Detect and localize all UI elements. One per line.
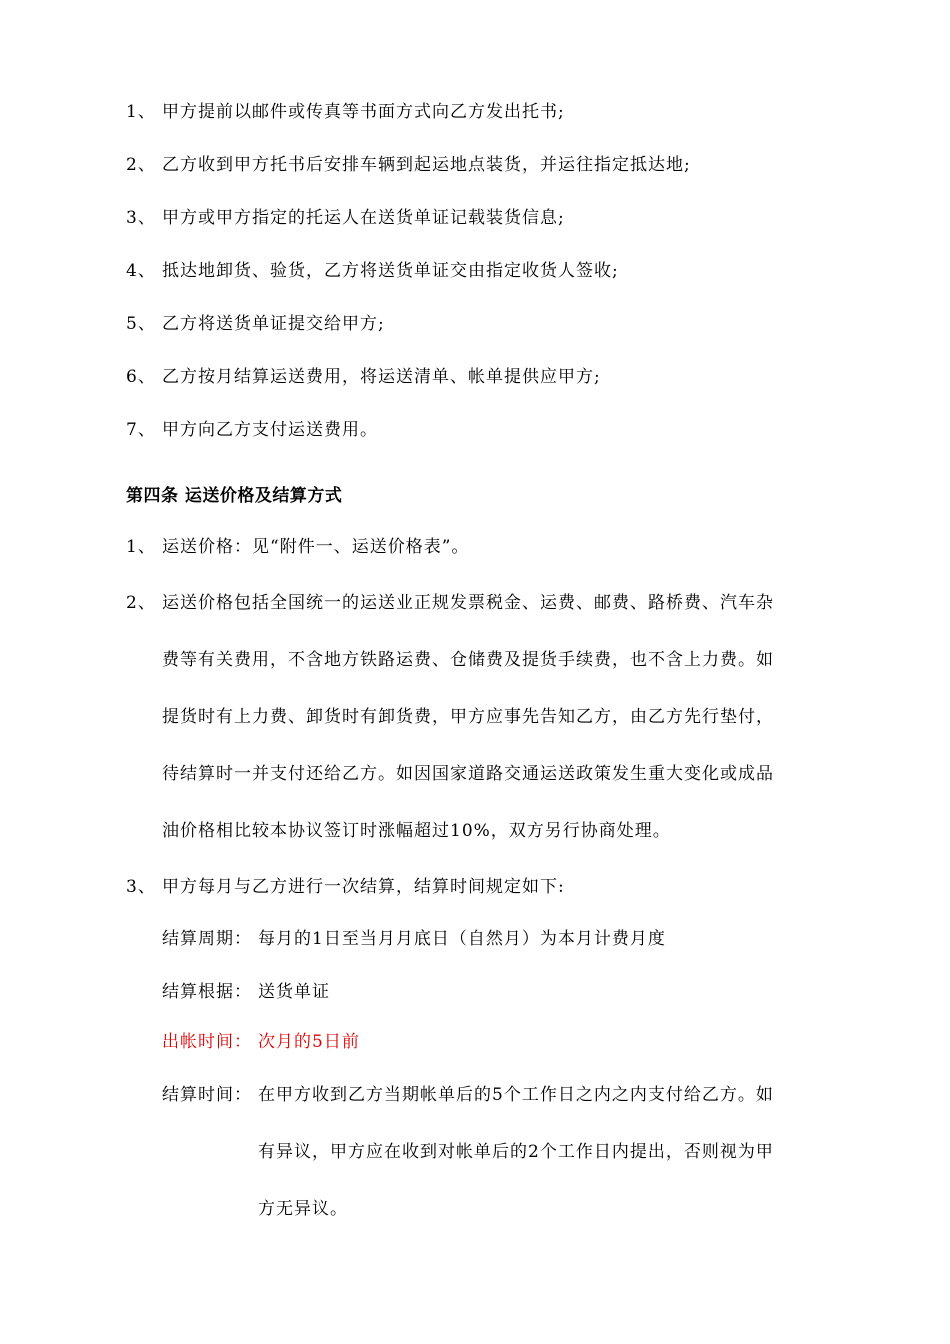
settlement-time-line-2: 有异议，甲方应在收到对帐单后的2个工作日内提出，否则视为甲 — [258, 1142, 774, 1162]
article4-item-2-line-1 — [126, 591, 774, 615]
billing-time — [162, 1030, 360, 1054]
settlement-time-value: 在甲方收到乙方当期帐单后的5个工作日之内之内支付给乙方。如 — [258, 1085, 774, 1105]
item-text: 运送价格：见“附件一、运送价格表”。 — [162, 537, 470, 557]
step-7 — [126, 418, 378, 442]
step-text: 乙方将送货单证提交给甲方; — [162, 314, 385, 334]
step-number: 5、 — [126, 314, 156, 334]
step-text: 乙方按月结算运送费用，将运送清单、帐单提供应甲方; — [162, 367, 601, 387]
article4-item-1 — [126, 535, 469, 559]
settlement-basis — [162, 980, 330, 1004]
step-number: 4、 — [126, 261, 156, 281]
item-number: 3、 — [126, 877, 156, 897]
step-number: 7、 — [126, 420, 156, 440]
settlement-basis-value: 送货单证 — [258, 982, 330, 1002]
step-text: 甲方提前以邮件或传真等书面方式向乙方发出托书; — [162, 102, 565, 122]
billing-time-label: 出帐时间： — [162, 1032, 252, 1052]
settlement-period-label: 结算周期： — [162, 929, 252, 949]
step-2 — [126, 153, 691, 177]
item-number: 1、 — [126, 537, 156, 557]
article4-item-2-line-5: 油价格相比较本协议签订时涨幅超过10%，双方另行协商处理。 — [162, 821, 671, 841]
step-1 — [126, 100, 565, 124]
item-number: 2、 — [126, 593, 156, 613]
step-text: 乙方收到甲方托书后安排车辆到起运地点装货，并运往指定抵达地; — [162, 155, 691, 175]
settlement-time-line-3: 方无异议。 — [258, 1199, 348, 1219]
step-number: 2、 — [126, 155, 156, 175]
settlement-period — [162, 927, 666, 951]
article4-item-2-line-3: 提货时有上力费、卸货时有卸货费，甲方应事先告知乙方，由乙方先行垫付， — [162, 707, 774, 727]
settlement-basis-label: 结算根据： — [162, 982, 252, 1002]
step-6 — [126, 365, 601, 389]
settlement-time-label: 结算时间： — [162, 1085, 252, 1105]
item-text: 运送价格包括全国统一的运送业正规发票税金、运费、邮费、路桥费、汽车杂 — [162, 593, 774, 613]
step-4 — [126, 259, 619, 283]
step-number: 6、 — [126, 367, 156, 387]
step-text: 抵达地卸货、验货，乙方将送货单证交由指定收货人签收; — [162, 261, 619, 281]
article4-item-2-line-4: 待结算时一并支付还给乙方。如因国家道路交通运送政策发生重大变化或成品 — [162, 764, 774, 784]
step-3 — [126, 206, 565, 230]
settlement-period-value: 每月的1日至当月月底日（自然月）为本月计费月度 — [258, 929, 666, 949]
item-text: 甲方每月与乙方进行一次结算，结算时间规定如下: — [162, 877, 565, 897]
article4-item-2-line-2: 费等有关费用，不含地方铁路运费、仓储费及提货手续费，也不含上力费。如 — [162, 650, 774, 670]
article4-item-3 — [126, 875, 565, 899]
settlement-time — [162, 1083, 774, 1107]
section-heading: 第四条 运送价格及结算方式 — [126, 486, 343, 506]
step-number: 1、 — [126, 102, 156, 122]
step-number: 3、 — [126, 208, 156, 228]
step-text: 甲方或甲方指定的托运人在送货单证记载装货信息; — [162, 208, 565, 228]
billing-time-value: 次月的5日前 — [258, 1032, 360, 1052]
step-5 — [126, 312, 385, 336]
step-text: 甲方向乙方支付运送费用。 — [162, 420, 378, 440]
